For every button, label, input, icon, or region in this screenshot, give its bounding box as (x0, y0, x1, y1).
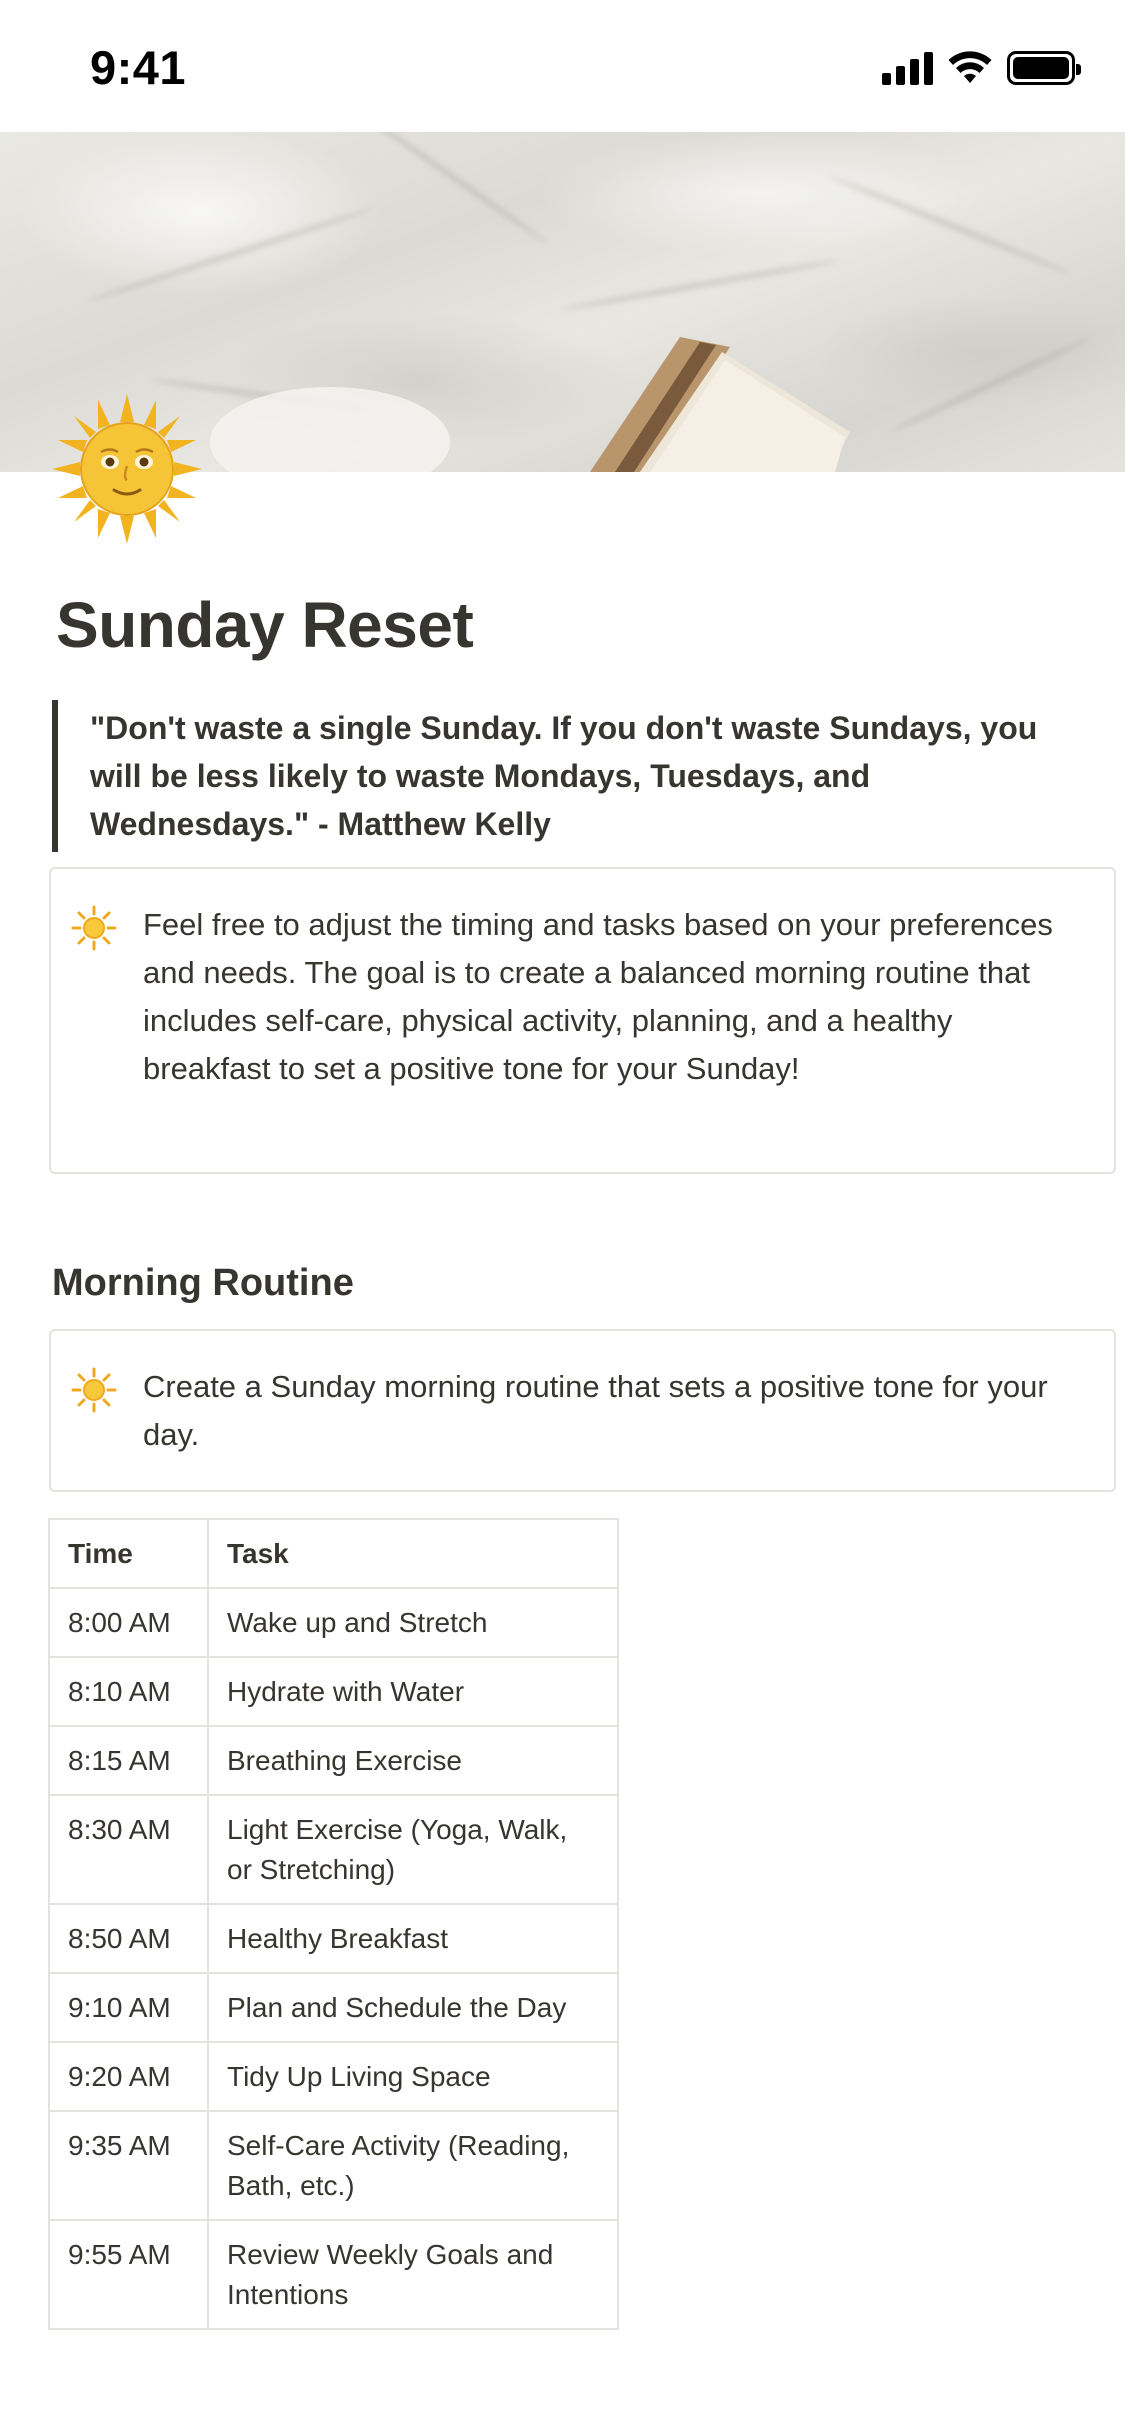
quote-block[interactable] (52, 700, 1072, 852)
table-row (49, 2220, 618, 2329)
callout-block-routine[interactable] (49, 1329, 1116, 1492)
table-cell-time[interactable]: 9:10 AM (49, 1973, 208, 2042)
status-time: 9:41 (90, 41, 187, 94)
section-heading-morning-routine[interactable]: Morning Routine (52, 1262, 354, 1304)
table-header-task[interactable]: Task (208, 1519, 618, 1588)
signal-icon (882, 51, 933, 85)
table-row (49, 1726, 618, 1795)
table-header-row (49, 1519, 618, 1588)
table-cell-task[interactable]: Wake up and Stretch (208, 1588, 618, 1657)
table-cell-time[interactable]: 8:10 AM (49, 1657, 208, 1726)
wifi-icon (947, 51, 993, 85)
sun-icon[interactable] (71, 905, 117, 951)
table-row (49, 2042, 618, 2111)
battery-icon (1007, 51, 1075, 85)
table-cell-task[interactable]: Breathing Exercise (208, 1726, 618, 1795)
table-cell-time[interactable]: 8:15 AM (49, 1726, 208, 1795)
table-cell-task[interactable]: Plan and Schedule the Day (208, 1973, 618, 2042)
table-cell-time[interactable]: 8:30 AM (49, 1795, 208, 1904)
table-cell-task[interactable]: Review Weekly Goals and Intentions (208, 2220, 618, 2329)
table-cell-time[interactable]: 9:55 AM (49, 2220, 208, 2329)
table-cell-task[interactable]: Light Exercise (Yoga, Walk, or Stretching) (208, 1795, 618, 1904)
table-row (49, 1588, 618, 1657)
quote-text: "Don't waste a single Sunday. If you don't waste Sundays, you will be less likely to waste Mondays, Tuesdays, and Wednesdays." - Matthew Kelly (90, 710, 1038, 842)
status-bar (0, 0, 1125, 132)
table-row (49, 1795, 618, 1904)
table-cell-time[interactable]: 9:20 AM (49, 2042, 208, 2111)
routine-table[interactable] (48, 1518, 619, 2330)
table-cell-task[interactable]: Hydrate with Water (208, 1657, 618, 1726)
table-cell-time[interactable]: 9:35 AM (49, 2111, 208, 2220)
table-row (49, 1973, 618, 2042)
callout-text: Create a Sunday morning routine that sets a positive tone for your day. (143, 1369, 1048, 1452)
callout-block-tips[interactable] (49, 867, 1116, 1174)
table-row (49, 1904, 618, 1973)
table-row (49, 1657, 618, 1726)
callout-text: Feel free to adjust the timing and tasks based on your preferences and needs. The goal is to create a balanced morning routine that includes self-care, physical activity, planning, and a healthy breakfast to set a positive tone for your Sunday! (143, 907, 1053, 1086)
sun-icon[interactable] (71, 1367, 117, 1413)
table-cell-task[interactable]: Healthy Breakfast (208, 1904, 618, 1973)
table-header-time[interactable]: Time (49, 1519, 208, 1588)
table-row (49, 2111, 618, 2220)
sun-with-face-icon (50, 392, 204, 546)
page-title[interactable]: Sunday Reset (56, 589, 474, 661)
table-cell-task[interactable]: Tidy Up Living Space (208, 2042, 618, 2111)
table-cell-task[interactable]: Self-Care Activity (Reading, Bath, etc.) (208, 2111, 618, 2220)
table-cell-time[interactable]: 8:00 AM (49, 1588, 208, 1657)
table-cell-time[interactable]: 8:50 AM (49, 1904, 208, 1973)
status-icons (882, 48, 1075, 88)
